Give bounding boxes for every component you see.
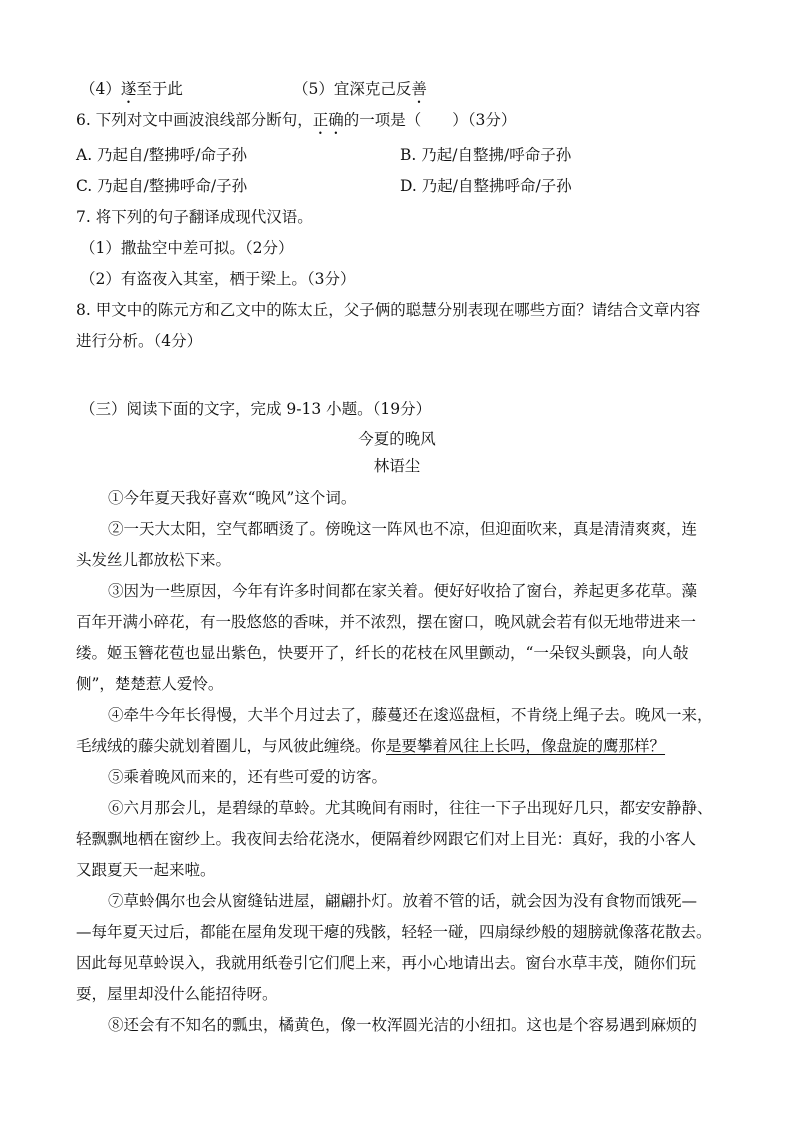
- paragraph-5: ⑤乘着晚风而来的，还有些可爱的访客。: [108, 768, 388, 786]
- paragraph-8-line-1: ⑧还会有不知名的瓢虫，橘黄色，像一枚浑圆光洁的小纽扣。这也是个容易遇到麻烦的: [108, 1016, 698, 1034]
- question-6-stem-pre: 6. 下列对文中画波浪线部分断句，: [76, 111, 313, 129]
- item-5-dotted-char: 善: [411, 80, 427, 98]
- item-4: [80, 79, 183, 107]
- paragraph-7-line-2: —每年夏天过后，都能在屋角发现干瘪的残骸，轻轻一碰，四扇绿纱般的翅膀就像落花散去。: [76, 923, 712, 941]
- paragraph-4-line-2-text: 毛绒绒的藤尖就划着圈儿，与风彼此缠绕。你: [76, 737, 387, 755]
- paragraph-3-line-4: 侧”，楚楚惹人爱怜。: [76, 675, 224, 693]
- question-7-sub-2: （2）有盗夜入其室，栖于梁上。（3分）: [80, 270, 356, 288]
- question-6-option-b: B. 乃起/自整拂/呼命子孙: [400, 146, 572, 164]
- question-6-option-d: D. 乃起/自整拂呼命/子孙: [400, 177, 572, 195]
- paragraph-3-line-3: 缕。姬玉簪花苞也显出紫色，快要开了，纤长的花枝在风里颤动，“一朵钗头颤袅，向人敧: [76, 644, 689, 662]
- question-6-dotted-word: 正确: [312, 111, 344, 129]
- question-6-stem-post: 的一项是（ ）（3分）: [343, 111, 517, 129]
- paragraph-3-line-2: 百年开满小碎花，有一股悠悠的香味，并不浓烈，摆在窗口，晚风就会若有似无地带进来一: [76, 613, 697, 631]
- section-3-header: （三）阅读下面的文字，完成 9-13 小题。（19分）: [80, 400, 432, 418]
- underlined-sentence: 是要攀着风往上长吗，像盘旋的鹰那样？: [386, 737, 666, 755]
- item-4-dotted-char: 遂: [120, 80, 137, 98]
- paragraph-7-line-4: 耍，屋里却没什么能招待呀。: [76, 985, 278, 1003]
- question-8-line-2: 进行分析。（4分）: [76, 332, 203, 350]
- question-6-stem: [76, 110, 516, 138]
- paragraph-4-line-1: ④牵牛今年长得慢，大半个月过去了，藤蔓还在逡巡盘桓，不肯绕上绳子去。晚风一来，: [108, 706, 713, 724]
- question-8-line-1: 8. 甲文中的陈元方和乙文中的陈太丘，父子俩的聪慧分别表现在哪些方面？请结合文章内容: [76, 301, 701, 319]
- paragraph-6-line-2: 轻飘飘地栖在窗纱上。我夜间去给花浇水，便隔着纱网跟它们对上目光：真好，我的小客人: [76, 830, 697, 848]
- question-6-option-a: A. 乃起自/整拂呼/命子孙: [76, 146, 247, 164]
- paragraph-6-line-3: 又跟夏天一起来啦。: [76, 861, 216, 879]
- question-6-option-c: C. 乃起自/整拂呼命/子孙: [76, 177, 248, 195]
- paragraph-7-line-3: 因此每见草蛉误入，我就用纸卷引它们爬上来，再小心地请出去。窗台水草丰茂，随你们玩: [76, 954, 697, 972]
- paragraph-1: ①今年夏天我好喜欢“晚风”这个词。: [108, 489, 357, 507]
- paragraph-4-line-2: [76, 736, 665, 756]
- article-author: 林语尘: [373, 457, 421, 475]
- item-4-text: 至于此: [136, 80, 183, 98]
- item-5: [293, 79, 427, 107]
- paragraph-3-line-1: ③因为一些原因，今年有许多时间都在家关着。便好好收拾了窗台，养起更多花草。藻: [108, 582, 698, 600]
- question-7-sub-1: （1）撒盐空中差可拟。（2分）: [80, 239, 294, 257]
- article-title: 今夏的晚风: [358, 430, 436, 448]
- paragraph-6-line-1: ⑥六月那会儿，是碧绿的草蛉。尤其晚间有雨时，往往一下子出现好几只，都安安静静、: [108, 799, 713, 817]
- paragraph-2-line-1: ②一天大太阳，空气都晒烫了。傍晚这一阵风也不凉，但迎面吹来，真是清清爽爽，连: [108, 520, 698, 538]
- item-4-number: （4）: [80, 80, 121, 98]
- paragraph-7-line-1: ⑦草蛉偶尔也会从窗缝钻进屋，翩翩扑灯。放着不管的话，就会因为没有食物而饿死—: [108, 892, 698, 910]
- paragraph-2-line-2: 头发丝儿都放松下来。: [76, 551, 232, 569]
- question-7-stem: 7. 将下列的句子翻译成现代汉语。: [76, 208, 313, 226]
- item-5-text: （5）宜深克己反: [293, 80, 412, 98]
